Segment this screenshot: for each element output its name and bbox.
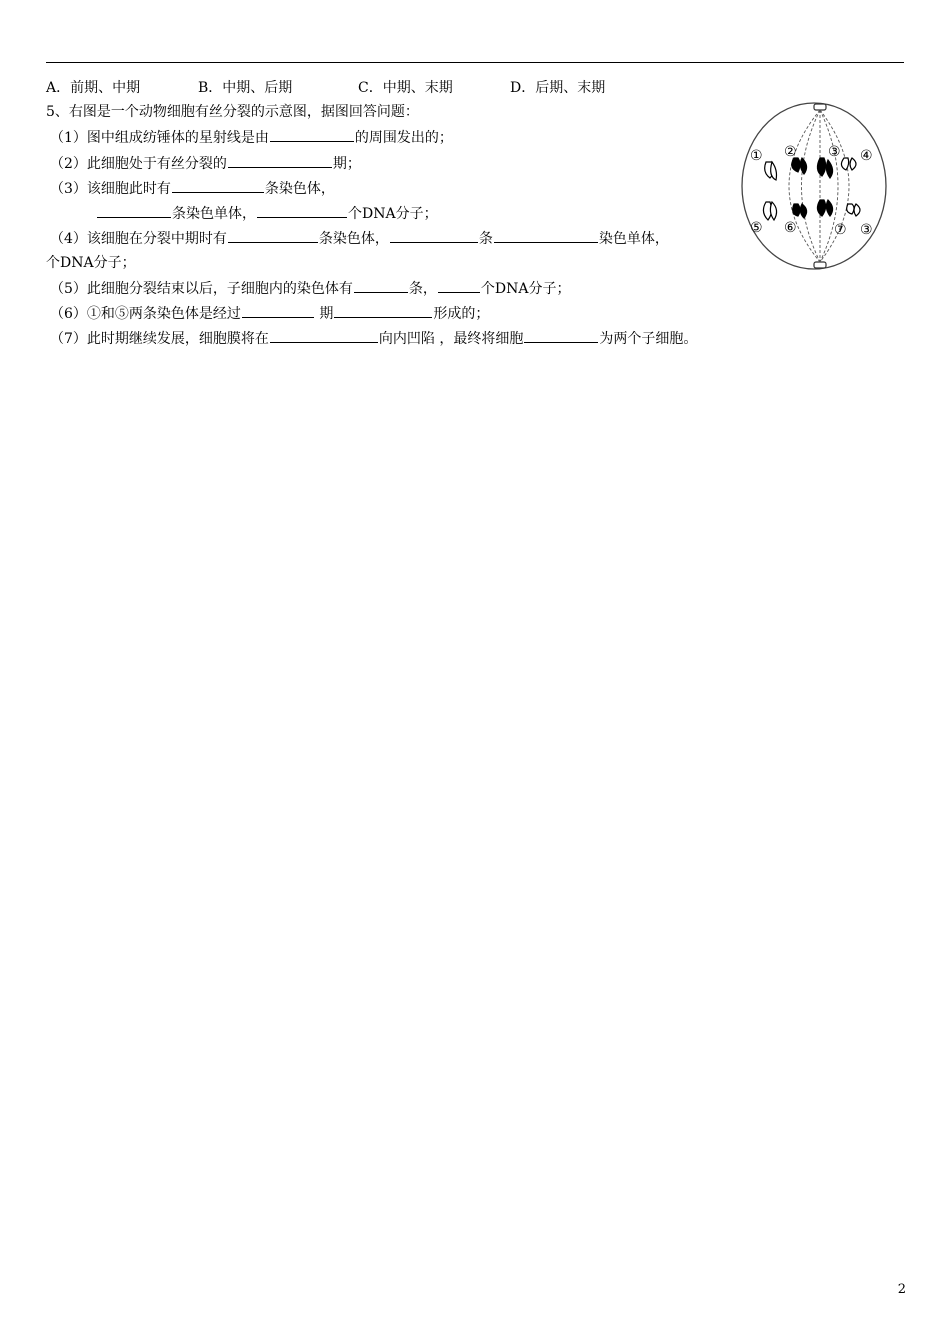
centrosome-bottom xyxy=(814,262,826,268)
header-rule xyxy=(46,62,904,63)
answer-blank[interactable] xyxy=(524,328,598,343)
question-3-line2: 条染色单体， 个DNA分子； xyxy=(96,203,438,224)
answer-blank[interactable] xyxy=(228,228,318,243)
label-7: ⑦ xyxy=(834,222,847,238)
question-1: （1）图中组成纺锤体的星射线是由 的周围发出的； xyxy=(50,127,453,148)
centrosome-top xyxy=(814,104,826,110)
option-b: B．中期、后期 xyxy=(198,80,293,96)
answer-blank[interactable] xyxy=(438,278,480,293)
answer-blank[interactable] xyxy=(257,203,347,218)
answer-blank[interactable] xyxy=(97,203,171,218)
cell-membrane xyxy=(742,103,886,269)
answer-blank[interactable] xyxy=(390,228,478,243)
question-7: （7）此时期继续发展，细胞膜将在 向内凹陷 ，最终将细胞 为两个子细胞。 xyxy=(50,328,697,349)
spindle-fibers xyxy=(789,110,849,262)
answer-blank[interactable] xyxy=(270,328,378,343)
option-c: C．中期、末期 xyxy=(358,80,453,96)
label-8: ③ xyxy=(860,222,873,238)
page-number: 2 xyxy=(897,1282,906,1297)
answer-options xyxy=(46,78,605,98)
label-2: ② xyxy=(784,144,797,160)
question-5: （5）此细胞分裂结束以后，子细胞内的染色体有 条， 个DNA分子； xyxy=(50,278,571,299)
cell-division-diagram xyxy=(738,100,888,272)
option-d: D．后期、末期 xyxy=(510,80,606,96)
answer-blank[interactable] xyxy=(270,127,354,142)
chromosome-row-bottom xyxy=(763,200,860,220)
chromosome-labels xyxy=(750,144,873,238)
answer-blank[interactable] xyxy=(334,303,432,318)
question-6: （6）①和⑤两条染色体是经过 期 形成的； xyxy=(50,303,489,324)
label-1: ① xyxy=(750,148,763,164)
label-5: ⑤ xyxy=(750,220,763,236)
answer-blank[interactable] xyxy=(228,153,332,168)
question-4-line1: （4）该细胞在分裂中期时有 条染色体， 条 染色单体， xyxy=(50,228,669,249)
label-6: ⑥ xyxy=(784,220,797,236)
answer-blank[interactable] xyxy=(354,278,408,293)
answer-blank[interactable] xyxy=(242,303,314,318)
label-3: ③ xyxy=(828,144,841,160)
answer-blank[interactable] xyxy=(172,178,264,193)
answer-blank[interactable] xyxy=(494,228,598,243)
question-4-line2: 个DNA分子； xyxy=(46,255,136,271)
question-2: （2）此细胞处于有丝分裂的 期； xyxy=(50,153,361,174)
label-4: ④ xyxy=(860,148,873,164)
option-a: A．前期、中期 xyxy=(46,80,141,96)
chromosome-row-top xyxy=(765,158,856,180)
question-stem: 5、右图是一个动物细胞有丝分裂的示意图，据图回答问题： xyxy=(46,104,419,120)
question-3-line1: （3）该细胞此时有 条染色体， xyxy=(50,178,335,199)
